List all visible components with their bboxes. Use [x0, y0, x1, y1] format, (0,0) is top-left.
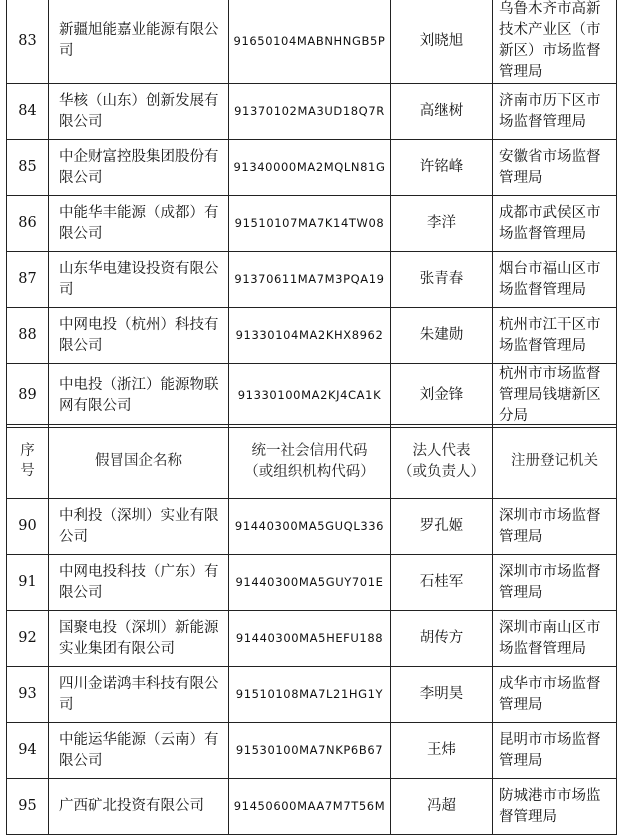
- company-name: 山东华电建设投资有限公司: [49, 252, 229, 308]
- registration-authority: 杭州市市场监督管理局钱塘新区分局: [493, 364, 617, 428]
- row-number: 94: [7, 723, 49, 779]
- company-name: 广西矿北投资有限公司: [49, 779, 229, 835]
- registration-authority: 杭州市江干区市场监督管理局: [493, 308, 617, 364]
- row-number: 90: [7, 499, 49, 555]
- company-name: 华核（山东）创新发展有限公司: [49, 84, 229, 140]
- header-no: 序号: [7, 425, 49, 499]
- registration-authority: 安徽省市场监督管理局: [493, 140, 617, 196]
- credit-code: 91340000MA2MQLN81G: [229, 140, 391, 196]
- legal-representative: 刘晓旭: [391, 0, 493, 84]
- credit-code: 91330100MA2KJ4CA1K: [229, 364, 391, 428]
- registration-authority: 成都市武侯区市场监督管理局: [493, 196, 617, 252]
- header-org: 注册登记机关: [493, 425, 617, 499]
- row-number: 84: [7, 84, 49, 140]
- row-number: 85: [7, 140, 49, 196]
- table-row: [7, 499, 617, 555]
- table-row: [7, 555, 617, 611]
- legal-representative: 冯超: [391, 779, 493, 835]
- registration-authority: 深圳市市场监督管理局: [493, 499, 617, 555]
- header-row: [7, 425, 617, 499]
- table-row: [7, 667, 617, 723]
- credit-code: 91440300MA5HEFU188: [229, 611, 391, 667]
- company-name: 新疆旭能嘉业能源有限公司: [49, 0, 229, 84]
- row-number: 87: [7, 252, 49, 308]
- company-table-continued: [6, 0, 617, 428]
- credit-code: 91510108MA7L21HG1Y: [229, 667, 391, 723]
- table-row: [7, 84, 617, 140]
- credit-code: 91370102MA3UD18Q7R: [229, 84, 391, 140]
- row-number: 86: [7, 196, 49, 252]
- legal-representative: 许铭峰: [391, 140, 493, 196]
- legal-representative: 胡传方: [391, 611, 493, 667]
- company-name: 中网电投科技（广东）有限公司: [49, 555, 229, 611]
- legal-representative: 张青春: [391, 252, 493, 308]
- row-number: 88: [7, 308, 49, 364]
- table-row: [7, 308, 617, 364]
- legal-representative: 高继树: [391, 84, 493, 140]
- credit-code: 91440300MA5GUQL336: [229, 499, 391, 555]
- table-row: [7, 140, 617, 196]
- row-number: 95: [7, 779, 49, 835]
- table-row: [7, 723, 617, 779]
- credit-code: 91450600MAA7M7T56M: [229, 779, 391, 835]
- registration-authority: 济南市历下区市场监督管理局: [493, 84, 617, 140]
- legal-representative: 石桂军: [391, 555, 493, 611]
- row-number: 93: [7, 667, 49, 723]
- row-number: 83: [7, 0, 49, 84]
- company-name: 中利投（深圳）实业有限公司: [49, 499, 229, 555]
- legal-representative: 朱建勋: [391, 308, 493, 364]
- table-row: [7, 364, 617, 428]
- company-table: [6, 424, 617, 835]
- row-number: 89: [7, 364, 49, 428]
- company-name: 国聚电投（深圳）新能源实业集团有限公司: [49, 611, 229, 667]
- table-row: [7, 611, 617, 667]
- credit-code: 91530100MA7NKP6B67: [229, 723, 391, 779]
- table-header: [7, 425, 617, 499]
- company-name: 中企财富控股集团股份有限公司: [49, 140, 229, 196]
- table-body-top: [7, 0, 617, 428]
- table-row: [7, 779, 617, 835]
- table-row: [7, 196, 617, 252]
- legal-representative: 刘金锋: [391, 364, 493, 428]
- credit-code: 91440300MA5GUY701E: [229, 555, 391, 611]
- registration-authority: 深圳市南山区市场监督管理局: [493, 611, 617, 667]
- registration-authority: 烟台市福山区市场监督管理局: [493, 252, 617, 308]
- table-row: [7, 0, 617, 84]
- legal-representative: 罗孔姬: [391, 499, 493, 555]
- registration-authority: 成华市市场监督管理局: [493, 667, 617, 723]
- company-name: 中网电投（杭州）科技有限公司: [49, 308, 229, 364]
- credit-code: 91510107MA7K14TW08: [229, 196, 391, 252]
- company-name: 四川金诺鸿丰科技有限公司: [49, 667, 229, 723]
- registration-authority: 深圳市市场监督管理局: [493, 555, 617, 611]
- company-name: 中能华丰能源（成都）有限公司: [49, 196, 229, 252]
- legal-representative: 李洋: [391, 196, 493, 252]
- table-body-bottom: [7, 499, 617, 835]
- header-rep: 法人代表 （或负责人）: [391, 425, 493, 499]
- legal-representative: 李明昊: [391, 667, 493, 723]
- company-name: 中能运华能源（云南）有限公司: [49, 723, 229, 779]
- header-company: 假冒国企名称: [49, 425, 229, 499]
- company-name: 中电投（浙江）能源物联网有限公司: [49, 364, 229, 428]
- credit-code: 91650104MABNHNGB5P: [229, 0, 391, 84]
- registration-authority: 防城港市市场监督管理局: [493, 779, 617, 835]
- registration-authority: 乌鲁木齐市高新技术产业区（市新区）市场监督管理局: [493, 0, 617, 84]
- table-row: [7, 252, 617, 308]
- credit-code: 91370611MA7M3PQA19: [229, 252, 391, 308]
- row-number: 91: [7, 555, 49, 611]
- credit-code: 91330104MA2KHX8962: [229, 308, 391, 364]
- row-number: 92: [7, 611, 49, 667]
- header-code: 统一社会信用代码 （或组织机构代码）: [229, 425, 391, 499]
- legal-representative: 王炜: [391, 723, 493, 779]
- registration-authority: 昆明市市场监督管理局: [493, 723, 617, 779]
